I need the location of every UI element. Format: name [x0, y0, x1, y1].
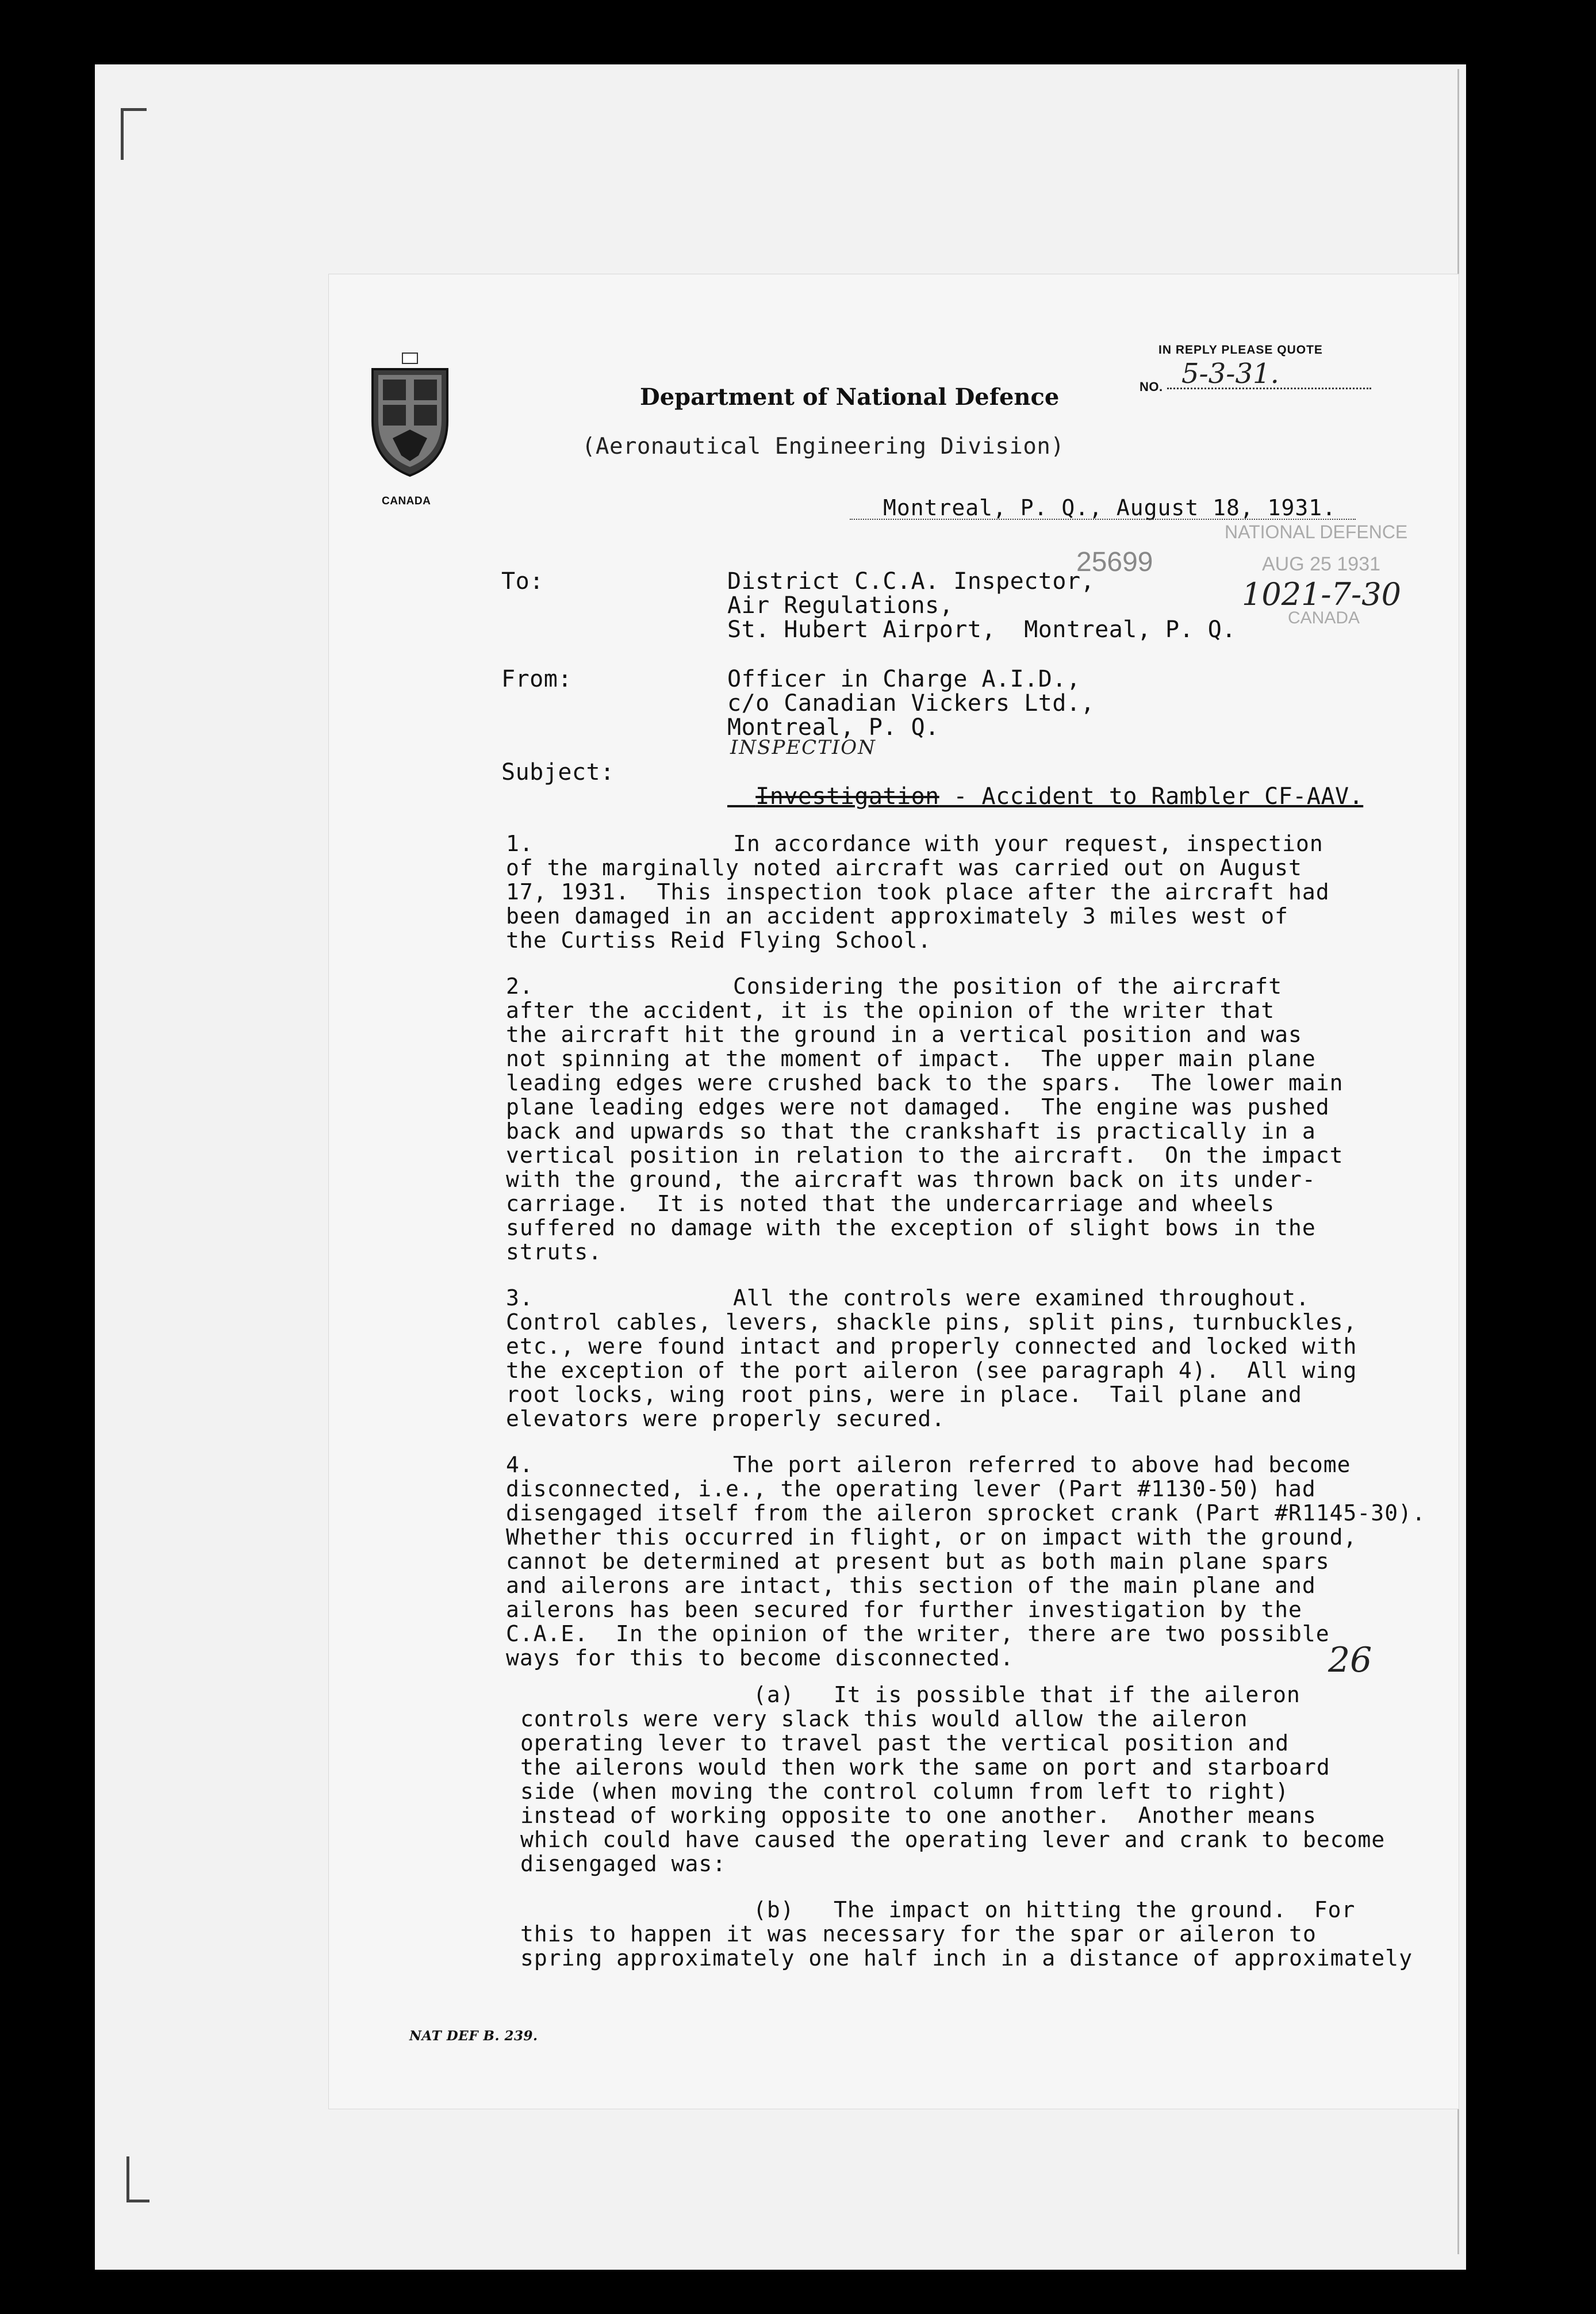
paragraph-line: cannot be determined at present but as both main plane spars: [506, 1549, 1330, 1574]
reference-number: 5-3-31.: [1181, 358, 1279, 390]
paragraph-line: elevators were properly secured.: [506, 1406, 946, 1431]
paragraph-line: ways for this to become disconnected.: [506, 1645, 1014, 1671]
reply-quote-label: IN REPLY PLEASE QUOTE: [1158, 343, 1323, 357]
subparagraph-line: the ailerons would then work the same on port and starboard: [520, 1754, 1330, 1780]
paragraph-line: leading edges were crushed back to the spars. The lower main: [506, 1070, 1344, 1095]
from-label: From:: [501, 666, 572, 692]
subject-text: - Accident to Rambler CF-AAV.: [939, 783, 1364, 810]
paragraph-line: after the accident, it is the opinion of the writer that: [506, 998, 1275, 1023]
department-heading: Department of National Defence: [640, 384, 1060, 411]
received-stamp-country: CANADA: [1288, 608, 1360, 627]
paragraph-line: not spinning at the moment of impact. The upper main plane: [506, 1046, 1316, 1071]
subject-handwritten-correction: INSPECTION: [730, 736, 876, 759]
canada-crest-icon: [361, 352, 459, 484]
paragraph-line: Whether this occurred in flight, or on impact with the ground,: [506, 1524, 1357, 1550]
subparagraph-line: operating lever to travel past the vertical position and: [520, 1730, 1290, 1756]
to-line: St. Hubert Airport, Montreal, P. Q.: [727, 616, 1236, 643]
paragraph-line: vertical position in relation to the aircraft. On the impact: [506, 1143, 1344, 1168]
subparagraph-line: controls were very slack this would allow the aileron: [520, 1706, 1248, 1731]
corner-mark: [126, 2200, 149, 2202]
corner-mark: [121, 108, 147, 111]
paragraph-line: and ailerons are intact, this section of the main plane and: [506, 1573, 1316, 1598]
subparagraph-line: spring approximately one half inch in a distance of approximately: [520, 1945, 1413, 1971]
place-date-dots: [850, 519, 1356, 520]
paragraph-line: In accordance with your request, inspection: [733, 831, 1323, 856]
paragraph-line: etc., were found intact and properly connected and locked with: [506, 1334, 1357, 1359]
subparagraph-line: The impact on hitting the ground. For: [834, 1897, 1356, 1922]
reference-no-label: NO.: [1140, 380, 1163, 394]
subject-line: [727, 760, 1363, 809]
subject-struck-word: Investigation: [755, 783, 939, 810]
paragraph-number: 2.: [506, 974, 534, 999]
subparagraph-line: this to happen it was necessary for the spar or aileron to: [520, 1921, 1317, 1947]
to-label: To:: [501, 568, 544, 595]
paragraph-number: 1.: [506, 831, 534, 856]
paragraph-line: suffered no damage with the exception of slight bows in the: [506, 1215, 1316, 1240]
subparagraph-line: which could have caused the operating lever and crank to become: [520, 1827, 1386, 1852]
paragraph-line: disengaged itself from the aileron sprocket crank (Part #R1145-30).: [506, 1500, 1426, 1526]
paragraph-line: disconnected, i.e., the operating lever (Part #1130-50) had: [506, 1476, 1316, 1501]
paragraph-line: ailerons has been secured for further investigation by the: [506, 1597, 1302, 1622]
received-stamp-dept: NATIONAL DEFENCE: [1225, 522, 1408, 542]
paragraph-line: been damaged in an accident approximately 3 miles west of: [506, 903, 1289, 929]
received-stamp-number: 25699: [1076, 547, 1153, 577]
subparagraph-line: It is possible that if the aileron: [834, 1682, 1300, 1707]
paragraph-line: root locks, wing root pins, were in place. Tail plane and: [506, 1382, 1302, 1407]
from-line: Montreal, P. Q.: [727, 714, 939, 741]
paragraph-line: The port aileron referred to above had become: [733, 1452, 1351, 1477]
paragraph-line: struts.: [506, 1239, 603, 1265]
paragraph-line: Considering the position of the aircraft: [733, 974, 1283, 999]
paragraph-line: with the ground, the aircraft was thrown back on its under-: [506, 1167, 1316, 1192]
paragraph-line: the aircraft hit the ground in a vertical position and was: [506, 1022, 1302, 1047]
subparagraph-label: (a): [753, 1682, 795, 1707]
subject-label: Subject:: [501, 759, 615, 786]
corner-mark: [121, 108, 124, 160]
subparagraph-line: disengaged was:: [520, 1851, 727, 1876]
to-line: Air Regulations,: [727, 592, 954, 619]
subparagraph-label: (b): [753, 1897, 795, 1922]
margin-note: 26: [1328, 1640, 1372, 1680]
place-date: Montreal, P. Q., August 18, 1931.: [883, 495, 1336, 520]
paragraph-line: of the marginally noted aircraft was carried out on August: [506, 855, 1302, 880]
from-line: Officer in Charge A.I.D.,: [727, 666, 1081, 692]
division-heading: (Aeronautical Engineering Division): [582, 434, 1065, 459]
paragraph-number: 3.: [506, 1285, 534, 1311]
paragraph-line: All the controls were examined throughout.: [733, 1285, 1310, 1311]
paragraph-line: 17, 1931. This inspection took place after the aircraft had: [506, 879, 1330, 905]
paragraph-line: carriage. It is noted that the undercarriage and wheels: [506, 1191, 1275, 1216]
to-line: District C.C.A. Inspector,: [727, 568, 1095, 595]
paragraph-line: Control cables, levers, shackle pins, split pins, turnbuckles,: [506, 1309, 1357, 1335]
subparagraph-line: side (when moving the control column from left to right): [520, 1779, 1290, 1804]
crest-caption: CANADA: [382, 495, 431, 507]
corner-mark: [126, 2156, 129, 2202]
form-number: NAT DEF B. 239.: [409, 2028, 538, 2044]
received-stamp-date: AUG 25 1931: [1262, 553, 1381, 575]
paragraph-line: plane leading edges were not damaged. The engine was pushed: [506, 1094, 1330, 1120]
subparagraph-line: instead of working opposite to one another. Another means: [520, 1803, 1317, 1828]
paragraph-line: the Curtiss Reid Flying School.: [506, 928, 932, 953]
paragraph-line: C.A.E. In the opinion of the writer, there are two possible: [506, 1621, 1330, 1646]
paragraph-line: back and upwards so that the crankshaft is practically in a: [506, 1118, 1316, 1144]
paragraph-line: the exception of the port aileron (see paragraph 4). All wing: [506, 1358, 1357, 1383]
file-number: 1021-7-30: [1242, 576, 1401, 612]
from-line: c/o Canadian Vickers Ltd.,: [727, 690, 1095, 717]
paragraph-number: 4.: [506, 1452, 534, 1477]
